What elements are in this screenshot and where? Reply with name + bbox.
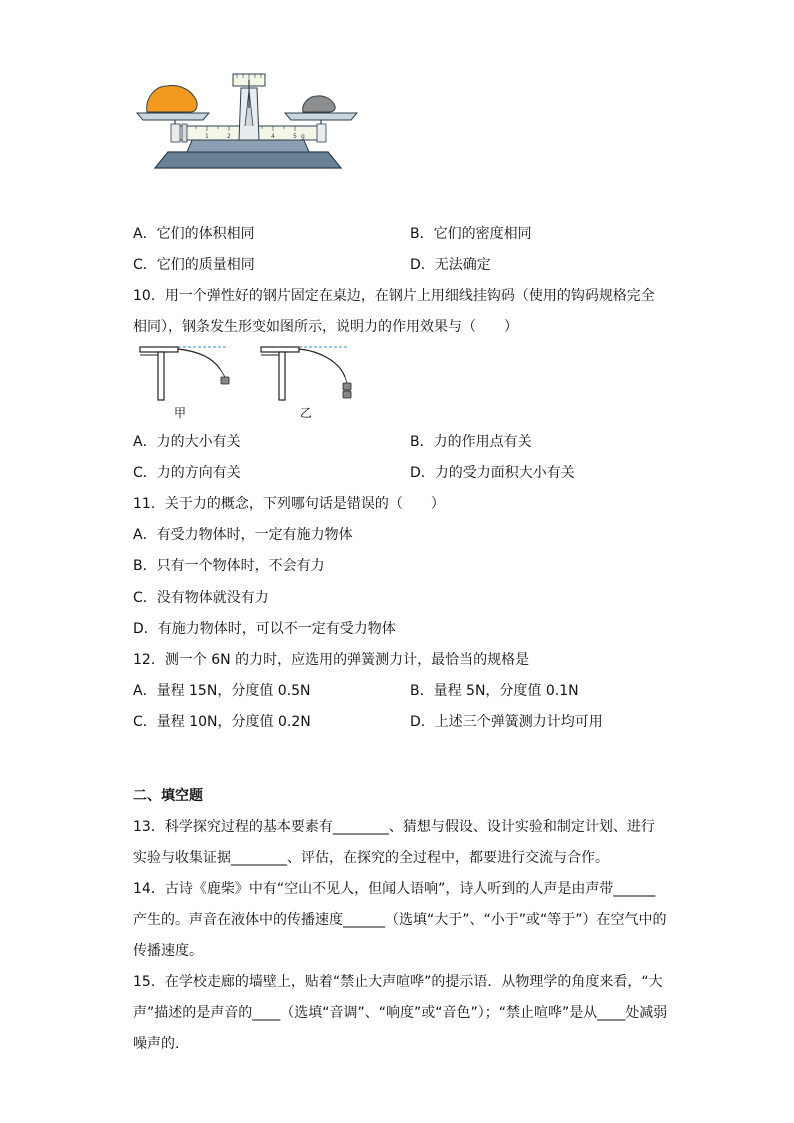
q15-line2: 声”描述的是声音的____（选填“音调”、“响度”或“音色”）；“禁止喧哗”是从____处减弱 bbox=[133, 1005, 668, 1021]
scale-tick-label: 5 bbox=[293, 133, 297, 140]
q9-option-d: D．无法确定 bbox=[410, 257, 491, 273]
q11-option-b: B．只有一个物体时，不会有力 bbox=[133, 558, 325, 574]
bent-strip bbox=[178, 349, 220, 369]
q11-option-a: A．有受力物体时，一定有施力物体 bbox=[133, 527, 353, 543]
scale-tick-label: g bbox=[301, 133, 305, 140]
steel-strip-figure-right bbox=[259, 343, 359, 405]
bent-strip bbox=[299, 349, 345, 377]
q15-line1: 15．在学校走廊的墙壁上，贴着“禁止大声喧哗”的提示语．从物理学的角度来看，“大 bbox=[133, 974, 663, 990]
q10-stem-line2: 相同），钢条发生形变如图所示，说明力的作用效果与（ ） bbox=[133, 319, 518, 335]
orange-object bbox=[147, 86, 197, 113]
q12-stem: 12．测一个 6N 的力时，应选用的弹簧测力计，最恰当的规格是 bbox=[133, 652, 530, 668]
scale-tick-label: 2 bbox=[227, 133, 231, 140]
q14-line2: 产生的。声音在液体中的传播速度______（选填“大于”、“小于”或“等于”）在空气中的 bbox=[133, 912, 667, 928]
q12-option-d: D．上述三个弹簧测力计均可用 bbox=[410, 714, 603, 730]
right-pan bbox=[285, 113, 357, 120]
scale-rider bbox=[182, 124, 187, 142]
scale-tick-label: 1 bbox=[205, 133, 209, 140]
figure-label-jia: 甲 bbox=[174, 406, 187, 420]
section-title-fill-in: 二、填空题 bbox=[133, 788, 203, 804]
q12-option-c: C．量程 10N，分度值 0.2N bbox=[133, 714, 311, 730]
q10-stem-line1: 10．用一个弹性好的钢片固定在桌边，在钢片上用细线挂钩码（使用的钩码规格完全 bbox=[133, 288, 655, 304]
q14-line1: 14．古诗《鹿柴》中有“空山不见人，但闻人语响”，诗人听到的人声是由声带______ bbox=[133, 881, 656, 897]
q14-line3: 传播速度。 bbox=[133, 943, 203, 959]
q9-option-b: B．它们的密度相同 bbox=[410, 226, 532, 242]
scale-tick-label: 4 bbox=[271, 133, 275, 140]
scale-base bbox=[155, 152, 341, 168]
q9-option-a: A．它们的体积相同 bbox=[133, 226, 255, 242]
q13-line1: 13．科学探究过程的基本要素有________、猜想与假设、设计实验和制定计划、进行 bbox=[133, 819, 655, 835]
gray-object bbox=[303, 96, 336, 112]
q9-option-c: C．它们的质量相同 bbox=[133, 257, 255, 273]
q11-option-d: D．有施力物体时，可以不一定有受力物体 bbox=[133, 621, 396, 637]
q15-line3: 噪声的. bbox=[133, 1036, 180, 1052]
q10-option-a: A．力的大小有关 bbox=[133, 434, 241, 450]
hook-weight bbox=[221, 377, 229, 384]
q10-option-c: C．力的方向有关 bbox=[133, 465, 241, 481]
q10-option-b: B．力的作用点有关 bbox=[410, 434, 532, 450]
q12-option-b: B．量程 5N，分度值 0.1N bbox=[410, 683, 579, 699]
steel-strip-figure-left bbox=[138, 343, 238, 403]
hook-weight bbox=[343, 383, 351, 390]
q13-line2: 实验与收集证据________、评估，在探究的全过程中，都要进行交流与合作。 bbox=[133, 850, 609, 866]
q10-option-d: D．力的受力面积大小有关 bbox=[410, 465, 575, 481]
q12-option-a: A．量程 15N，分度值 0.5N bbox=[133, 683, 311, 699]
hook-weight bbox=[343, 391, 351, 398]
q11-option-c: C．没有物体就没有力 bbox=[133, 590, 269, 606]
figure-label-yi: 乙 bbox=[300, 406, 313, 420]
q11-stem: 11．关于力的概念，下列哪句话是错误的（ ） bbox=[133, 496, 445, 512]
left-pan bbox=[137, 113, 209, 120]
balance-scale-figure bbox=[133, 68, 363, 176]
